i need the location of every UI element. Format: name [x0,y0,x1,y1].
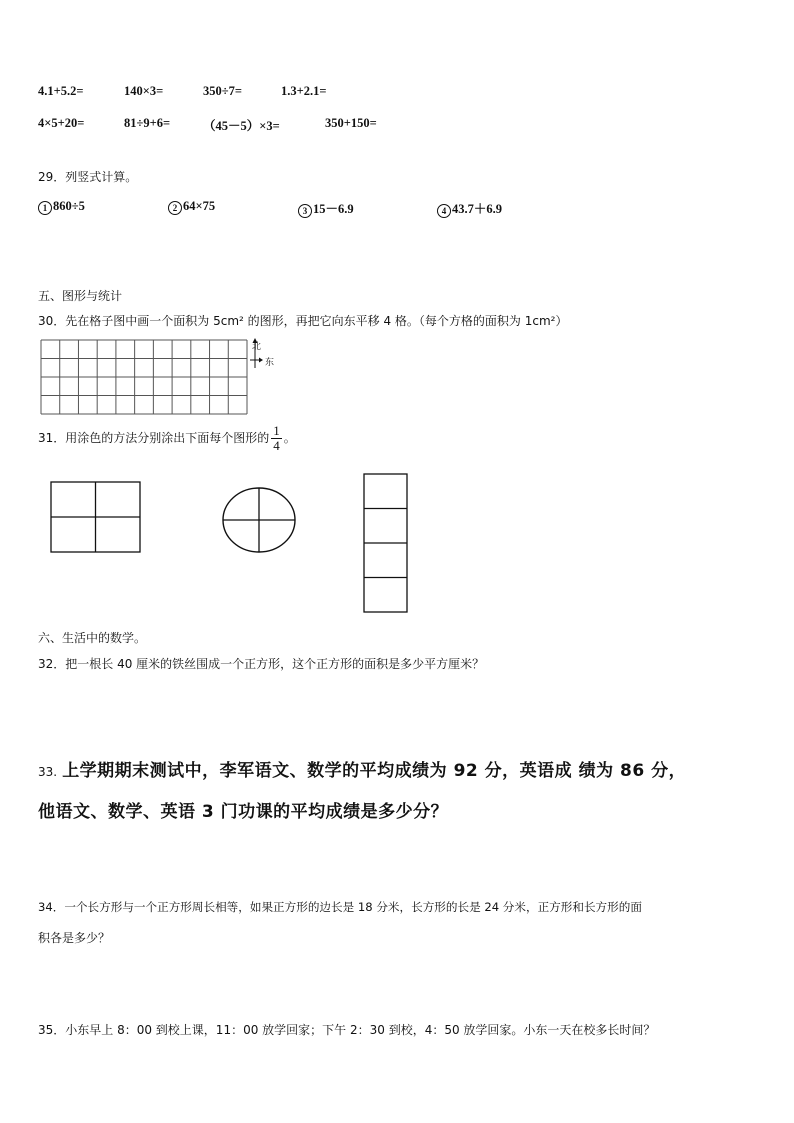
calc-2-2: 81÷9+6= [124,116,171,130]
q31-text [38,424,296,453]
q34-line-1: 34．一个长方形与一个正方形周长相等，如果正方形的边长是 18 分米，长方形的长是 24 分米，正方形和长方形的面 [38,900,642,914]
q29-expr: 43.7＋6.9 [452,202,503,216]
circled-number: 1 [38,201,52,215]
q29-item-1 [38,199,85,215]
q33-text-1: 上学期期末测试中，李军语文、数学的平均成绩为 92 分，英语成 绩为 86 分， [62,761,687,781]
compass-north-label: 北 [252,342,262,352]
circled-number: 4 [437,204,451,218]
q33-line-1 [38,756,686,781]
rectangle-four-parts[interactable] [50,481,142,553]
section-6-heading: 六、生活中的数学。 [38,631,147,645]
calc-2-4: 350+150= [325,116,377,130]
calc-2-1: 4×5+20= [38,116,85,130]
q31-suffix: 。 [283,431,296,445]
fraction-numerator: 1 [273,423,280,438]
q30-text: 30．先在格子图中画一个面积为 5cm² 的图形，再把它向东平移 4 格。（每个方格的面积为 1cm²） [38,314,568,328]
q35-text: 35．小东早上 8：00 到校上课，11：00 放学回家；下午 2：30 到校，4：50 放学回家。小东一天在校多长时间？ [38,1023,656,1037]
fraction-denominator: 4 [273,438,280,453]
circle-four-parts[interactable] [221,486,297,554]
calc-1-1: 4.1+5.2= [38,84,84,98]
calc-1-2: 140×3= [124,84,164,98]
circled-number: 2 [168,201,182,215]
q31-prefix: 31．用涂色的方法分别涂出下面每个图形的 [38,431,270,445]
q29-title: 29．列竖式计算。 [38,170,138,184]
q34-line-2: 积各是多少？ [38,931,111,945]
square-grid[interactable] [40,339,248,415]
calc-1-3: 350÷7= [203,84,242,98]
vertical-strip-four-parts[interactable] [363,473,409,614]
section-5-heading: 五、图形与统计 [38,289,123,303]
one-quarter-fraction [271,424,282,453]
q29-item-4 [437,199,502,218]
calc-2-3: （45－5）×3= [203,119,280,133]
calc-1-4: 1.3+2.1= [281,84,327,98]
q29-expr: 64×75 [183,199,216,213]
q29-item-3 [298,199,354,218]
q29-expr: 860÷5 [53,199,85,213]
q33-line-2: 他语文、数学、英语 3 门功课的平均成绩是多少分？ [38,802,449,822]
circled-number: 3 [298,204,312,218]
q29-expr: 15－6.9 [313,202,354,216]
q32-text: 32．把一根长 40 厘米的铁丝围成一个正方形，这个正方形的面积是多少平方厘米？ [38,657,485,671]
q33-number: 33. [38,765,58,779]
q29-item-2 [168,199,215,215]
compass-east-label: 东 [265,358,275,368]
